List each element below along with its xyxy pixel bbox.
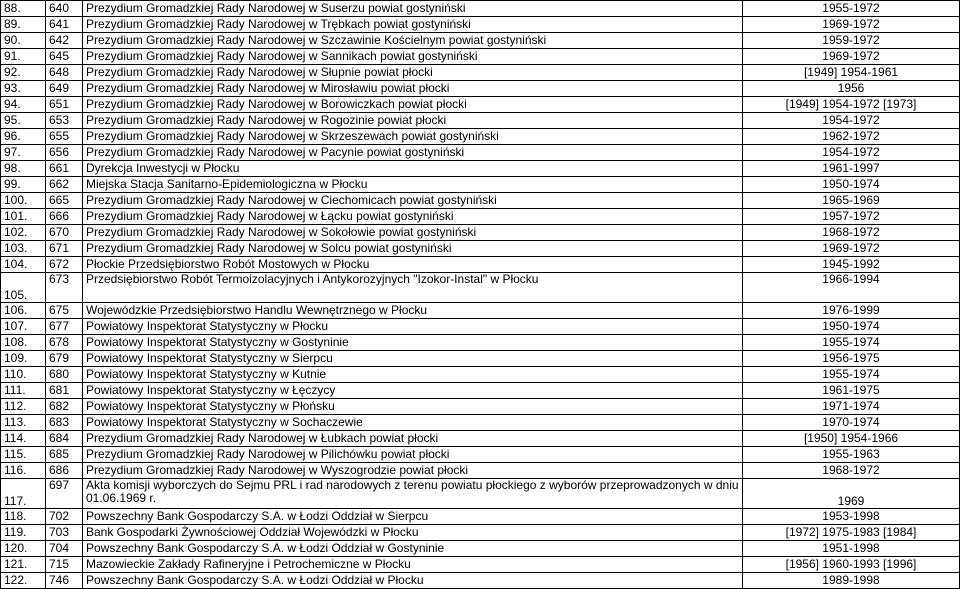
date-range-cell: 1968-1972 (743, 225, 960, 241)
unit-name-cell: Prezydium Gromadzkiej Rady Narodowej w Wyszogrodzie powiat płocki (83, 463, 743, 479)
unit-name-cell: Bank Gospodarki Żywnościowej Oddział Wojewódzki w Płocku (83, 525, 743, 541)
row-number-cell: 116. (1, 463, 46, 479)
date-range-cell: 1961-1975 (743, 383, 960, 399)
signature-cell: 648 (46, 65, 83, 81)
date-range-cell: [1956] 1960-1993 [1996] (743, 557, 960, 573)
date-range-cell: 1961-1997 (743, 161, 960, 177)
unit-name-cell: Powszechny Bank Gospodarczy S.A. w Łodzi Oddział w Gostyninie (83, 541, 743, 557)
row-number-cell: 115. (1, 447, 46, 463)
signature-cell: 683 (46, 415, 83, 431)
signature-cell: 682 (46, 399, 83, 415)
date-range-cell: 1955-1963 (743, 447, 960, 463)
unit-name-cell: Powszechny Bank Gospodarczy S.A. w Łodzi Oddział w Sierpcu (83, 509, 743, 525)
row-number-cell: 89. (1, 17, 46, 33)
row-number-cell: 113. (1, 415, 46, 431)
table-row (1, 33, 960, 49)
row-number-cell: 118. (1, 509, 46, 525)
table-row (1, 319, 960, 335)
unit-name-cell: Prezydium Gromadzkiej Rady Narodowej w Łącku powiat gostyniński (83, 209, 743, 225)
date-range-cell: 1969-1972 (743, 241, 960, 257)
signature-cell: 666 (46, 209, 83, 225)
table-row (1, 161, 960, 177)
unit-name-cell: Prezydium Gromadzkiej Rady Narodowej w Sokołowie powiat gostyniński (83, 225, 743, 241)
signature-cell: 677 (46, 319, 83, 335)
unit-name-cell: Powiatowy Inspektorat Statystyczny w Gostyninie (83, 335, 743, 351)
row-number-cell: 100. (1, 193, 46, 209)
date-range-cell: 1959-1972 (743, 33, 960, 49)
row-number-cell: 108. (1, 335, 46, 351)
signature-cell: 645 (46, 49, 83, 65)
row-number-cell: 97. (1, 145, 46, 161)
date-range-cell: [1949] 1954-1961 (743, 65, 960, 81)
row-number-cell: 120. (1, 541, 46, 557)
table-row (1, 463, 960, 479)
unit-name-cell: Powiatowy Inspektorat Statystyczny w Sierpcu (83, 351, 743, 367)
date-range-cell: 1945-1992 (743, 257, 960, 273)
table-row (1, 383, 960, 399)
date-range-cell: 1954-1972 (743, 113, 960, 129)
date-range-cell: [1950] 1954-1966 (743, 431, 960, 447)
unit-name-cell: Wojewódzkie Przedsiębiorstwo Handlu Wewnętrznego w Płocku (83, 303, 743, 319)
table-row (1, 97, 960, 113)
signature-cell: 672 (46, 257, 83, 273)
unit-name-cell: Mazowieckie Zakłady Rafineryjne i Petrochemiczne w Płocku (83, 557, 743, 573)
signature-cell: 715 (46, 557, 83, 573)
signature-cell: 746 (46, 573, 83, 589)
signature-cell: 640 (46, 1, 83, 17)
row-number-cell: 103. (1, 241, 46, 257)
row-number-cell: 95. (1, 113, 46, 129)
table-row (1, 303, 960, 319)
date-range-cell: 1956-1975 (743, 351, 960, 367)
table-row (1, 1, 960, 17)
unit-name-cell: Powiatowy Inspektorat Statystyczny w Łęczycy (83, 383, 743, 399)
unit-name-cell: Powszechny Bank Gospodarczy S.A. w Łodzi Oddział w Płocku (83, 573, 743, 589)
table-row (1, 415, 960, 431)
table-row (1, 193, 960, 209)
table-row (1, 17, 960, 33)
signature-cell: 670 (46, 225, 83, 241)
signature-cell: 656 (46, 145, 83, 161)
table-row (1, 241, 960, 257)
table-row (1, 431, 960, 447)
date-range-cell: 1969-1972 (743, 49, 960, 65)
date-range-cell: [1972] 1975-1983 [1984] (743, 525, 960, 541)
signature-cell: 653 (46, 113, 83, 129)
unit-name-cell: Prezydium Gromadzkiej Rady Narodowej w Ciechomicach powiat gostyniński (83, 193, 743, 209)
row-number-cell: 98. (1, 161, 46, 177)
signature-cell: 651 (46, 97, 83, 113)
signature-cell: 673 (46, 273, 83, 303)
unit-name-cell: Przedsiębiorstwo Robót Termoizolacyjnych i Antykorozyjnych "Izokor-Instal" w Płocku (83, 273, 743, 303)
signature-cell: 697 (46, 479, 83, 509)
row-number-cell: 109. (1, 351, 46, 367)
table-row (1, 209, 960, 225)
table-row (1, 399, 960, 415)
unit-name-cell: Prezydium Gromadzkiej Rady Narodowej w Sannikach powiat gostyniński (83, 49, 743, 65)
unit-name-cell: Prezydium Gromadzkiej Rady Narodowej w Mirosławiu powiat płocki (83, 81, 743, 97)
row-number-cell: 117. (1, 479, 46, 509)
table-row (1, 367, 960, 383)
date-range-cell: 1951-1998 (743, 541, 960, 557)
row-number-cell: 101. (1, 209, 46, 225)
signature-cell: 675 (46, 303, 83, 319)
unit-name-cell: Prezydium Gromadzkiej Rady Narodowej w Solcu powiat gostyniński (83, 241, 743, 257)
date-range-cell: 1976-1999 (743, 303, 960, 319)
row-number-cell: 119. (1, 525, 46, 541)
row-number-cell: 104. (1, 257, 46, 273)
table-row (1, 65, 960, 81)
table-row (1, 447, 960, 463)
table-row (1, 351, 960, 367)
date-range-cell: 1950-1974 (743, 319, 960, 335)
signature-cell: 703 (46, 525, 83, 541)
date-range-cell: 1953-1998 (743, 509, 960, 525)
signature-cell: 649 (46, 81, 83, 97)
signature-cell: 655 (46, 129, 83, 145)
table-row (1, 177, 960, 193)
table-row (1, 145, 960, 161)
row-number-cell: 92. (1, 65, 46, 81)
signature-cell: 642 (46, 33, 83, 49)
signature-cell: 680 (46, 367, 83, 383)
unit-name-cell: Prezydium Gromadzkiej Rady Narodowej w Pilichówku powiat płocki (83, 447, 743, 463)
signature-cell: 679 (46, 351, 83, 367)
table-row (1, 81, 960, 97)
date-range-cell: 1955-1974 (743, 367, 960, 383)
unit-name-cell: Powiatowy Inspektorat Statystyczny w Płocku (83, 319, 743, 335)
date-range-cell: 1989-1998 (743, 573, 960, 589)
date-range-cell: 1969 (743, 479, 960, 509)
table-row (1, 509, 960, 525)
signature-cell: 665 (46, 193, 83, 209)
signature-cell: 685 (46, 447, 83, 463)
unit-name-cell: Dyrekcja Inwestycji w Płocku (83, 161, 743, 177)
unit-name-cell: Prezydium Gromadzkiej Rady Narodowej w Szczawinie Kościelnym powiat gostyniński (83, 33, 743, 49)
date-range-cell: 1965-1969 (743, 193, 960, 209)
date-range-cell: 1966-1994 (743, 273, 960, 303)
signature-cell: 671 (46, 241, 83, 257)
unit-name-cell: Prezydium Gromadzkiej Rady Narodowej w Słupnie powiat płocki (83, 65, 743, 81)
table-row (1, 113, 960, 129)
unit-name-cell: Prezydium Gromadzkiej Rady Narodowej w Skrzeszewach powiat gostyniński (83, 129, 743, 145)
table-row (1, 557, 960, 573)
unit-name-cell: Powiatowy Inspektorat Statystyczny w Płońsku (83, 399, 743, 415)
table-row (1, 573, 960, 589)
table-row (1, 257, 960, 273)
date-range-cell: 1954-1972 (743, 145, 960, 161)
unit-name-cell: Powiatowy Inspektorat Statystyczny w Kutnie (83, 367, 743, 383)
signature-cell: 678 (46, 335, 83, 351)
unit-name-cell: Prezydium Gromadzkiej Rady Narodowej w Suserzu powiat gostyniński (83, 1, 743, 17)
row-number-cell: 91. (1, 49, 46, 65)
date-range-cell: 1962-1972 (743, 129, 960, 145)
table-body (1, 1, 960, 589)
row-number-cell: 99. (1, 177, 46, 193)
signature-cell: 704 (46, 541, 83, 557)
row-number-cell: 121. (1, 557, 46, 573)
date-range-cell: 1968-1972 (743, 463, 960, 479)
signature-cell: 661 (46, 161, 83, 177)
table-row (1, 335, 960, 351)
date-range-cell: 1971-1974 (743, 399, 960, 415)
row-number-cell: 88. (1, 1, 46, 17)
date-range-cell: 1950-1974 (743, 177, 960, 193)
row-number-cell: 94. (1, 97, 46, 113)
unit-name-cell: Prezydium Gromadzkiej Rady Narodowej w Borowiczkach powiat płocki (83, 97, 743, 113)
unit-name-cell: Akta komisji wyborczych do Sejmu PRL i rad narodowych z terenu powiatu płockiego z wyborów przeprowadzonych w dniu 01.06.1969 r. (83, 479, 743, 509)
date-range-cell: 1969-1972 (743, 17, 960, 33)
date-range-cell: [1949] 1954-1972 [1973] (743, 97, 960, 113)
signature-cell: 702 (46, 509, 83, 525)
row-number-cell: 106. (1, 303, 46, 319)
date-range-cell: 1956 (743, 81, 960, 97)
signature-cell: 686 (46, 463, 83, 479)
signature-cell: 641 (46, 17, 83, 33)
unit-name-cell: Powiatowy Inspektorat Statystyczny w Sochaczewie (83, 415, 743, 431)
unit-name-cell: Prezydium Gromadzkiej Rady Narodowej w Pacynie powiat gostyniński (83, 145, 743, 161)
date-range-cell: 1955-1972 (743, 1, 960, 17)
row-number-cell: 107. (1, 319, 46, 335)
row-number-cell: 112. (1, 399, 46, 415)
signature-cell: 684 (46, 431, 83, 447)
row-number-cell: 93. (1, 81, 46, 97)
row-number-cell: 111. (1, 383, 46, 399)
date-range-cell: 1970-1974 (743, 415, 960, 431)
unit-name-cell: Płockie Przedsiębiorstwo Robót Mostowych w Płocku (83, 257, 743, 273)
table-row (1, 225, 960, 241)
row-number-cell: 90. (1, 33, 46, 49)
signature-cell: 681 (46, 383, 83, 399)
table-row (1, 541, 960, 557)
row-number-cell: 122. (1, 573, 46, 589)
row-number-cell: 102. (1, 225, 46, 241)
table-row (1, 479, 960, 509)
row-number-cell: 114. (1, 431, 46, 447)
table-row (1, 525, 960, 541)
table-row (1, 273, 960, 303)
table-row (1, 129, 960, 145)
signature-cell: 662 (46, 177, 83, 193)
date-range-cell: 1957-1972 (743, 209, 960, 225)
unit-name-cell: Prezydium Gromadzkiej Rady Narodowej w Rogozinie powiat płocki (83, 113, 743, 129)
table-row (1, 49, 960, 65)
unit-name-cell: Miejska Stacja Sanitarno-Epidemiologiczna w Płocku (83, 177, 743, 193)
row-number-cell: 105. (1, 273, 46, 303)
date-range-cell: 1955-1974 (743, 335, 960, 351)
unit-name-cell: Prezydium Gromadzkiej Rady Narodowej w Łubkach powiat płocki (83, 431, 743, 447)
unit-name-cell: Prezydium Gromadzkiej Rady Narodowej w Trębkach powiat gostyniński (83, 17, 743, 33)
row-number-cell: 96. (1, 129, 46, 145)
row-number-cell: 110. (1, 367, 46, 383)
